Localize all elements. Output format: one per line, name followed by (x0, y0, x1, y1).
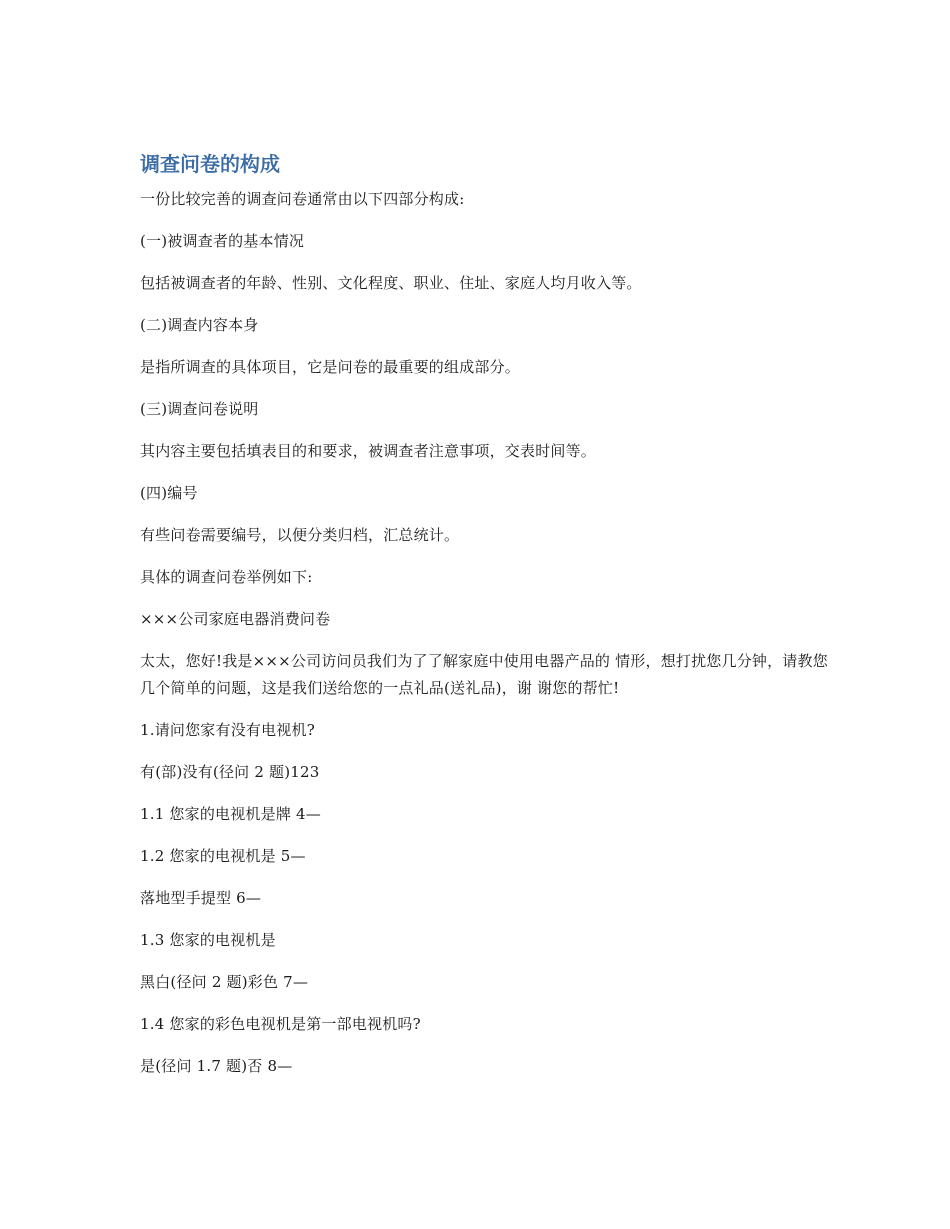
paragraph-answer-1: 有(部)没有(径问 2 题)123 (140, 763, 320, 781)
paragraph-question-1-3: 1.3 您家的电视机是 (140, 931, 276, 949)
paragraph-greeting: 太太，您好!我是×××公司访问员我们为了了解家庭中使用电器产品的 情形，想打扰您几分钟，请教您几个简单的问题，这是我们送给您的一点礼品(送礼品)，谢 谢您的帮忙! (140, 652, 828, 697)
paragraph-section-2-body: 是指所调查的具体项目，它是问卷的最重要的组成部分。 (140, 358, 521, 376)
paragraph-section-3-heading: (三)调查问卷说明 (140, 400, 259, 418)
paragraph-section-4-body: 有些问卷需要编号，以便分类归档，汇总统计。 (140, 526, 460, 544)
paragraph-question-1: 1.请问您家有没有电视机? (140, 721, 315, 739)
paragraph-section-3-body: 其内容主要包括填表目的和要求，被调查者注意事项，交表时间等。 (140, 442, 597, 460)
paragraph-questionnaire-title: ×××公司家庭电器消费问卷 (140, 610, 331, 628)
paragraph-intro: 一份比较完善的调查问卷通常由以下四部分构成: (140, 190, 465, 208)
paragraph-answer-1-4: 是(径问 1.7 题)否 8— (140, 1057, 293, 1075)
paragraph-section-2-heading: (二)调查内容本身 (140, 316, 259, 334)
paragraph-example-intro: 具体的调查问卷举例如下: (140, 568, 313, 586)
document-page (140, 150, 830, 1095)
paragraph-section-1-heading: (一)被调查者的基本情况 (140, 232, 305, 250)
paragraph-question-1-4: 1.4 您家的彩色电视机是第一部电视机吗? (140, 1015, 421, 1033)
paragraph-question-1-1: 1.1 您家的电视机是牌 4— (140, 805, 321, 823)
document-title: 调查问卷的构成 (140, 152, 280, 176)
paragraph-section-1-body: 包括被调查者的年龄、性别、文化程度、职业、住址、家庭人均月收入等。 (140, 274, 642, 292)
paragraph-question-1-2: 1.2 您家的电视机是 5— (140, 847, 306, 865)
paragraph-answer-1-3: 黑白(径问 2 题)彩色 7— (140, 973, 309, 991)
paragraph-answer-1-2: 落地型手提型 6— (140, 889, 262, 907)
paragraph-section-4-heading: (四)编号 (140, 484, 198, 502)
